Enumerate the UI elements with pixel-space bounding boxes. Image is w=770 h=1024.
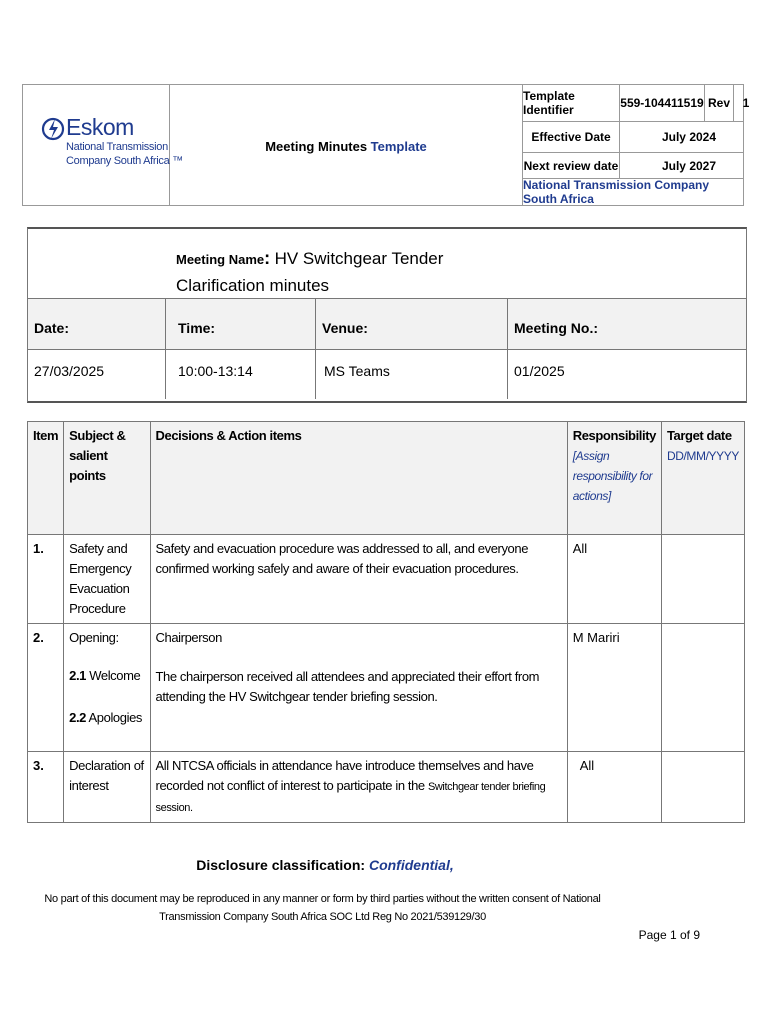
row-item-number: 1.	[28, 535, 64, 624]
effective-date-value: July 2024	[661, 130, 717, 144]
row-target-date	[661, 624, 744, 752]
row-subject: Safety and Emergency Evacuation Procedure	[64, 535, 150, 624]
date-value: 27/03/2025	[28, 350, 166, 399]
opening-label: Opening:	[69, 630, 119, 645]
rev-label: Rev	[705, 85, 734, 121]
company-name: National Transmission Company South Africa	[523, 178, 710, 206]
target-date-label: Target date	[666, 428, 732, 443]
row-responsibility: M Mariri	[567, 624, 661, 752]
apologies-number: 2.2	[69, 710, 87, 725]
row-decision	[150, 752, 567, 823]
meeting-number-label: Meeting No.:	[514, 320, 598, 336]
table-row	[28, 752, 745, 823]
meeting-values-row	[28, 350, 746, 399]
header-item: Item	[28, 422, 64, 535]
row-target-date	[661, 752, 744, 823]
time-value: 10:00-13:14	[166, 350, 316, 399]
action-items-table	[27, 421, 745, 823]
rev-value: 1	[742, 96, 750, 110]
meeting-name-value: HV Switchgear Tender Clarification minutes	[176, 249, 444, 295]
meta-row-company	[523, 179, 743, 205]
document-metadata	[523, 85, 750, 206]
header-target-date	[661, 422, 744, 535]
template-identifier-value: 559-104411519	[620, 85, 705, 121]
row-decision: Safety and evacuation procedure was addressed to all, and everyone confirmed working safely and aware of their evacuation procedures.	[150, 535, 567, 624]
disclosure-value: Confidential,	[368, 857, 454, 873]
document-title-accent: Template	[370, 139, 427, 154]
welcome-text: Welcome	[86, 668, 141, 683]
document-title-cell	[170, 85, 523, 205]
disclosure-label: Disclosure classification:	[196, 857, 369, 873]
disclosure-classification	[0, 857, 650, 873]
eskom-logo	[23, 85, 183, 205]
chairperson-note: The chairperson received all attendees and appreciated their effort from attending the HV Switchgear tender briefing session.	[155, 669, 540, 704]
chairperson-label: Chairperson	[155, 630, 222, 645]
meeting-name-label: Meeting Name	[176, 252, 265, 267]
meta-row-identifier	[523, 85, 750, 122]
header-decisions: Decisions & Action items	[150, 422, 567, 535]
header-responsibility	[567, 422, 661, 535]
welcome-item	[69, 666, 144, 686]
row-responsibility: All	[567, 752, 661, 823]
document-header	[22, 84, 750, 206]
row-subject	[64, 624, 150, 752]
next-review-label: Next review date	[523, 153, 620, 178]
meeting-name-colon: :	[264, 248, 271, 268]
document-title-main: Meeting Minutes	[265, 139, 371, 154]
next-review-value: July 2027	[661, 158, 717, 173]
apologies-item	[69, 708, 144, 728]
declaration-text-tail: Switchgear tender briefing session.	[155, 781, 546, 814]
venue-label: Venue:	[316, 299, 508, 349]
row-decision	[150, 624, 567, 752]
declaration-text: All NTCSA officials in attendance have introduce themselves and have recorded not conflict of interest to participate in the	[155, 758, 534, 793]
logo-line1: National Transmission	[66, 141, 168, 153]
row-responsibility: All	[567, 535, 661, 624]
table-row	[28, 535, 745, 624]
apologies-text: Apologies	[86, 710, 143, 725]
row-target-date	[661, 535, 744, 624]
meeting-labels-row	[28, 299, 746, 350]
row-item-number: 2.	[28, 624, 64, 752]
welcome-number: 2.1	[69, 668, 87, 683]
meeting-number-value: 01/2025	[514, 363, 565, 379]
responsibility-label: Responsibility	[572, 428, 656, 443]
row-item-number: 3.	[28, 752, 64, 823]
date-label: Date:	[28, 299, 166, 349]
template-identifier-label: Template Identifier	[523, 85, 620, 121]
logo-line2: Company South Africa ™	[66, 155, 183, 167]
meeting-name-row	[28, 229, 746, 299]
venue-value: MS Teams	[316, 350, 508, 399]
page-number: Page 1 of 9	[638, 928, 700, 942]
effective-date-label: Effective Date	[523, 122, 620, 152]
copyright-notice: No part of this document may be reproduced in any manner or form by third parties without the written consent of National Transmission Company South Africa SOC Ltd Reg No 2021/539129/30	[44, 893, 601, 923]
eskom-logo-icon	[41, 115, 65, 143]
meta-row-effective	[523, 122, 743, 153]
header-subject: Subject & salient points	[64, 422, 150, 535]
logo-brand: Eskom	[66, 114, 134, 140]
row-subject: Declaration of interest	[64, 752, 150, 823]
responsibility-hint: [Assign responsibility for actions]	[572, 449, 653, 503]
table-header-row	[28, 422, 745, 535]
table-row	[28, 624, 745, 752]
meta-row-review	[523, 153, 743, 179]
target-date-hint: DD/MM/YYYY	[666, 449, 739, 463]
meeting-info	[27, 227, 747, 403]
time-label: Time:	[166, 299, 316, 349]
document-title	[170, 139, 522, 154]
